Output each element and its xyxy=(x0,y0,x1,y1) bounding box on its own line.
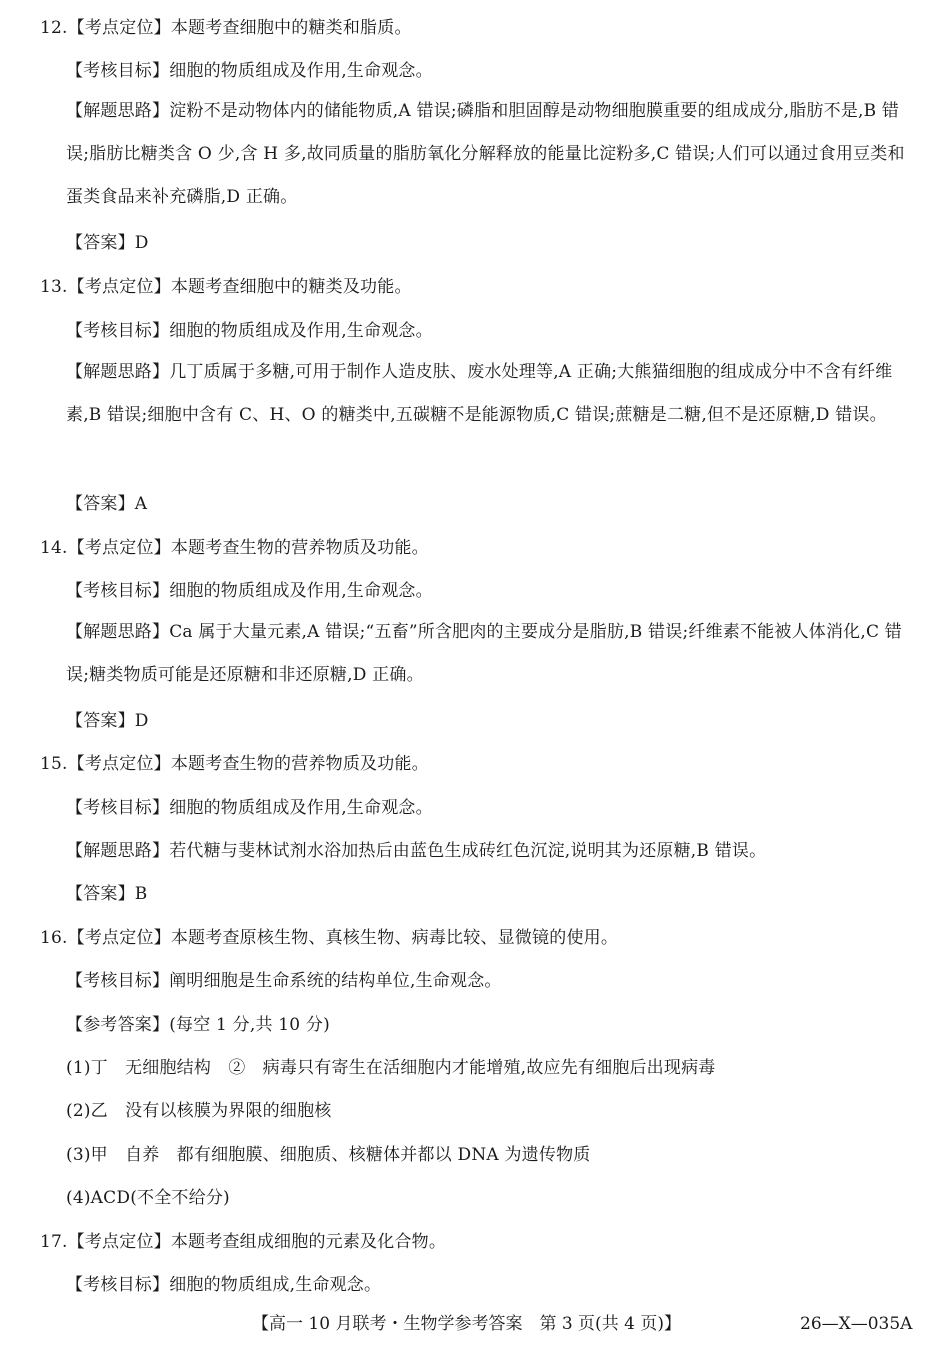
q15-number: 15. xyxy=(40,754,68,774)
q15-answer: 【答案】B xyxy=(66,884,148,904)
q14-answer: 【答案】D xyxy=(66,711,149,731)
q12-answer: 【答案】D xyxy=(66,233,149,253)
q14-location: 14.【考点定位】本题考查生物的营养物质及功能。 xyxy=(40,538,429,558)
q16-part-4: (4)ACD(不全不给分) xyxy=(66,1188,230,1208)
q17-number: 17. xyxy=(40,1232,68,1252)
page-footer-code: 26—X—035A xyxy=(800,1314,913,1334)
q12-analysis: 【解题思路】淀粉不是动物体内的储能物质,A 错误;磷脂和胆固醇是动物细胞膜重要的组成成分,脂肪不是,B 错误;脂肪比糖类含 O 少,含 H 多,故同质量的脂肪氧化分解释放的能量比淀粉多,C 错误;人们可以通过食用豆类和蛋类食品来补充磷脂,D 正确。 xyxy=(66,101,905,207)
q14-goal: 【考核目标】细胞的物质组成及作用,生命观念。 xyxy=(66,581,433,601)
q12-number: 12. xyxy=(40,18,68,38)
q12-goal: 【考核目标】细胞的物质组成及作用,生命观念。 xyxy=(66,61,433,81)
q17-goal: 【考核目标】细胞的物质组成,生命观念。 xyxy=(66,1275,382,1295)
q16-goal: 【考核目标】阐明细胞是生命系统的结构单位,生命观念。 xyxy=(66,971,502,991)
q14-number: 14. xyxy=(40,538,68,558)
q16-part-2: (2)乙 没有以核膜为界限的细胞核 xyxy=(66,1101,332,1121)
q17-location: 17.【考点定位】本题考查组成细胞的元素及化合物。 xyxy=(40,1232,447,1252)
q14-analysis: 【解题思路】Ca 属于大量元素,A 错误;“五畜”所含肥肉的主要成分是脂肪,B 错误;纤维素不能被人体消化,C 错误;糖类物质可能是还原糖和非还原糖,D 正确。 xyxy=(66,622,902,685)
q13-location: 13.【考点定位】本题考查细胞中的糖类及功能。 xyxy=(40,277,412,297)
q13-answer: 【答案】A xyxy=(66,494,148,514)
q16-part-3: (3)甲 自养 都有细胞膜、细胞质、核糖体并都以 DNA 为遗传物质 xyxy=(66,1145,591,1165)
q16-part-1: (1)丁 无细胞结构 ② 病毒只有寄生在活细胞内才能增殖,故应先有细胞后出现病毒 xyxy=(66,1058,716,1078)
page-footer-title: 【高一 10 月联考・生物学参考答案 第 3 页(共 4 页)】 xyxy=(252,1314,681,1334)
q16-reference-answer: 【参考答案】(每空 1 分,共 10 分) xyxy=(66,1015,330,1035)
q13-analysis: 【解题思路】几丁质属于多糖,可用于制作人造皮肤、废水处理等,A 正确;大熊猫细胞的组成成分中不含有纤维素,B 错误;细胞中含有 C、H、O 的糖类中,五碳糖不是能源物质,C 错误;蔗糖是二糖,但不是还原糖,D 错误。 xyxy=(66,362,893,425)
q12-location: 12.【考点定位】本题考查细胞中的糖类和脂质。 xyxy=(40,18,412,38)
q16-location: 16.【考点定位】本题考查原核生物、真核生物、病毒比较、显微镜的使用。 xyxy=(40,928,619,948)
q16-number: 16. xyxy=(40,928,68,948)
q13-number: 13. xyxy=(40,277,68,297)
q15-location: 15.【考点定位】本题考查生物的营养物质及功能。 xyxy=(40,754,429,774)
q13-goal: 【考核目标】细胞的物质组成及作用,生命观念。 xyxy=(66,321,433,341)
q15-goal: 【考核目标】细胞的物质组成及作用,生命观念。 xyxy=(66,798,433,818)
q15-analysis: 【解题思路】若代糖与斐林试剂水浴加热后由蓝色生成砖红色沉淀,说明其为还原糖,B 错误。 xyxy=(66,841,767,861)
